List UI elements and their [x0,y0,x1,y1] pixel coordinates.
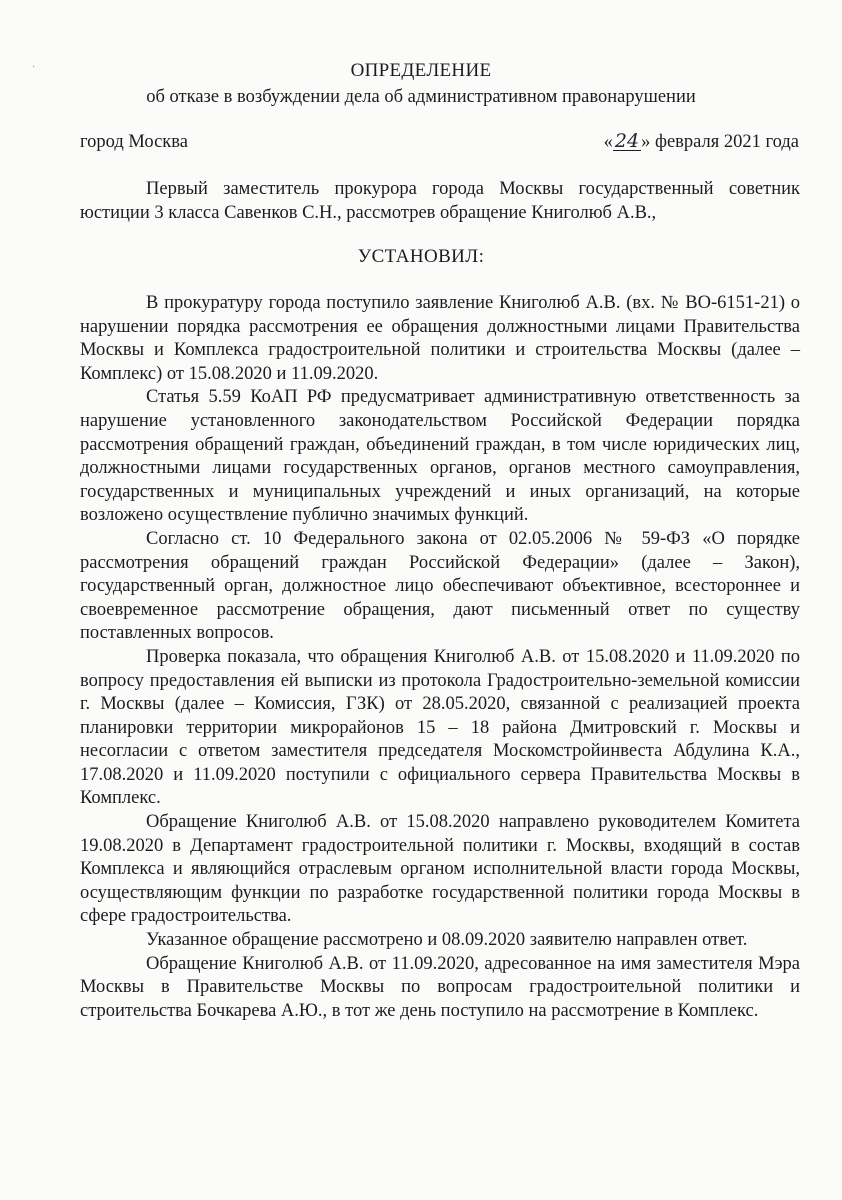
scan-mark: · [32,62,36,73]
paragraph-1: В прокуратуру города поступило заявление Книголюб А.В. (вх. № ВО-6151-21) о нарушении порядка рассмотрения ее обращения должностными лицами Правительства Москвы и Комплекса градостроительной политики и строительства Москвы (далее – Комплекс) от 15.08.2020 и 11.09.2020. [80,293,800,384]
paragraph-3: Согласно ст. 10 Федерального закона от 02.05.2006 № 59-ФЗ «О порядке рассмотрения обращений граждан Российской Федерации» (далее – Закон), государственный орган, должностное лицо обеспечивают объективное, всестороннее и своевременное рассмотрение обращения, дают письменный ответ по существу поставленных вопросов. [80,528,800,644]
city-label: город Москва [80,132,188,152]
main-text [80,292,800,1023]
date-month-year: февраля 2021 года [650,132,799,152]
paragraph-4: Проверка показала, что обращения Книголюб А.В. от 15.08.2020 и 11.09.2020 по вопросу предоставления ей выписки из протокола Градостроительно-земельной комиссии г. Москвы (далее – Комиссия, ГЗК) от 28.05.2020, связанной с реализацией проекта планировки территории микрорайонов 15 – 18 района Дмитровский г. Москвы и несогласии с ответом заместителя председателя Москомстройинвеста Абдулина К.А., 17.08.2020 и 11.09.2020 поступили с официального сервера Правительства Москвы в Комплекс. [80,646,800,809]
date-day-handwritten: 24 [614,130,640,152]
intro-paragraph: Первый заместитель прокурора города Москвы государственный советник юстиции 3 класса Савенков С.Н., рассмотрев обращение Книголюб А.В., [80,179,800,223]
section-heading: УСТАНОВИЛ: [357,246,485,267]
date-close-quote: » [641,132,651,152]
document-subtitle: об отказе в возбуждении дела об административном правонарушении [146,87,696,107]
date-open-quote: « [603,132,613,152]
paragraph-5: Обращение Книголюб А.В. от 15.08.2020 направлено руководителем Комитета 19.08.2020 в Департамент градостроительной политики г. Москвы, входящий в состав Комплекса и являющийся отраслевым органом исполнительной власти города Москвы, осуществляющим функции по разработке государственной политики города Москвы в сфере градостроительства. [80,812,800,927]
intro-block [80,178,800,225]
document-date [604,132,799,153]
paragraph-6: Указанное обращение рассмотрено и 08.09.2020 заявителю направлен ответ. [146,930,748,951]
paragraph-7: Обращение Книголюб А.В. от 11.09.2020, адресованное на имя заместителя Мэра Москвы в Правительстве Москвы по вопросам градостроительной политики и строительства Бочкарева А.Ю., в тот же день поступило на рассмотрение в Комплекс. [80,953,800,1021]
paragraph-2: Статья 5.59 КоАП РФ предусматривает административную ответственность за нарушение установленного законодательством Российской Федерации порядка рассмотрения обращений граждан, объединений граждан, в том числе юридических лиц, должностными лицами государственных органов, органов местного самоуправления, государственных и муниципальных учреждений и иных организаций, на которые возложено осуществление публично значимых функций. [80,387,800,526]
document-title: ОПРЕДЕЛЕНИЕ [350,60,492,81]
